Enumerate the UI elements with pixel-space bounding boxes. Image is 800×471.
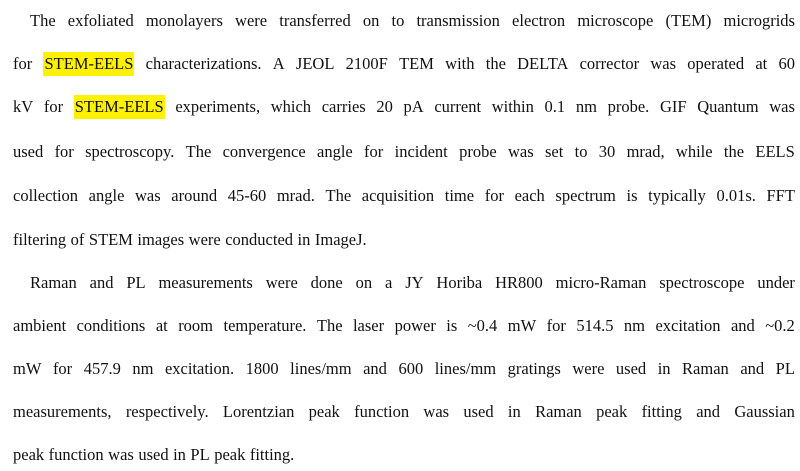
word: acquisition: [361, 186, 435, 205]
word: used: [463, 402, 494, 421]
word: The: [185, 142, 212, 161]
word: filtering: [13, 230, 67, 249]
word: ambient: [13, 316, 67, 335]
word: measurements,: [13, 402, 112, 421]
word: to: [391, 11, 405, 30]
word: A: [272, 54, 285, 73]
word: Raman: [682, 359, 729, 378]
word: mrad.: [276, 186, 315, 205]
word: carries: [321, 97, 366, 116]
word: Gaussian: [734, 402, 795, 421]
word: experiments,: [175, 97, 261, 116]
word: the: [485, 54, 506, 73]
word: 514.5: [576, 316, 614, 335]
word: mrad,: [626, 142, 665, 161]
word: peak: [214, 445, 246, 464]
word: peak: [596, 402, 628, 421]
word: and: [740, 359, 765, 378]
word: angle: [317, 142, 353, 161]
word: used: [138, 445, 169, 464]
word: were: [265, 273, 298, 292]
word: was: [423, 402, 450, 421]
word: ImageJ.: [314, 230, 367, 249]
word: 457.9: [83, 359, 121, 378]
word: time: [444, 186, 475, 205]
word: 2100F: [345, 54, 388, 73]
word: GIF: [659, 97, 687, 116]
word: under: [757, 273, 795, 292]
word: temperature.: [223, 316, 307, 335]
word: electron: [512, 11, 566, 30]
word: Lorentzian: [222, 402, 295, 421]
word: fitting: [641, 402, 682, 421]
word: microscope: [577, 11, 654, 30]
word: 0.1: [544, 97, 566, 116]
word: monolayers: [145, 11, 223, 30]
word: 30: [598, 142, 616, 161]
word: current: [434, 97, 482, 116]
paragraph-1-line-3: [13, 95, 795, 119]
word: 45-60: [227, 186, 267, 205]
word: convergence: [222, 142, 306, 161]
word: images: [137, 230, 185, 249]
word: measurements: [158, 273, 253, 292]
word: at: [155, 316, 168, 335]
word: was: [507, 142, 534, 161]
word: respectively.: [125, 402, 209, 421]
word: for: [52, 359, 73, 378]
word: collection: [13, 186, 79, 205]
word: 600: [398, 359, 424, 378]
word: to: [574, 142, 588, 161]
word: The: [30, 11, 56, 30]
word: JY: [405, 273, 424, 292]
word: Raman: [535, 402, 582, 421]
word: micro-Raman: [555, 273, 647, 292]
word: incident: [394, 142, 448, 161]
word: for: [364, 142, 384, 161]
word: used: [13, 142, 44, 161]
word: mW: [507, 316, 537, 335]
word: in: [173, 445, 186, 464]
word: characterizations.: [145, 54, 262, 73]
word: transmission: [416, 11, 500, 30]
highlighted-term: STEM-EELS: [43, 52, 134, 76]
word: was: [108, 445, 134, 464]
word: was: [650, 54, 677, 73]
paragraph-1-line-1: [30, 9, 795, 33]
paragraph-2-line-1: [30, 271, 795, 295]
word: TEM: [399, 54, 434, 73]
word: excitation.: [164, 359, 235, 378]
word: were: [235, 11, 268, 30]
word: peak: [13, 445, 45, 464]
word: exfoliated: [67, 11, 134, 30]
word: on: [355, 273, 373, 292]
word: for: [54, 142, 74, 161]
word: operated: [687, 54, 745, 73]
word: The: [316, 316, 343, 335]
word: were: [572, 359, 605, 378]
word: power: [394, 316, 436, 335]
word: Horiba: [436, 273, 483, 292]
word: and: [730, 316, 755, 335]
word: in: [297, 230, 311, 249]
word: function: [48, 445, 104, 464]
word: with: [445, 54, 475, 73]
word: set: [544, 142, 564, 161]
word: probe.: [607, 97, 650, 116]
word: spectroscopy.: [85, 142, 175, 161]
word: FFT: [766, 186, 795, 205]
paragraph-1-line-4: [13, 140, 795, 164]
word: ~0.2: [765, 316, 795, 335]
paragraph-2-line-3: [13, 357, 795, 381]
word: PL: [126, 273, 146, 292]
word: each: [514, 186, 545, 205]
word: 1800: [245, 359, 279, 378]
word: were: [188, 230, 221, 249]
word: and: [89, 273, 114, 292]
word: a: [385, 273, 393, 292]
word: was: [135, 186, 161, 205]
word: for: [546, 316, 566, 335]
word: of: [70, 230, 85, 249]
word: and: [696, 402, 721, 421]
word: at: [755, 54, 768, 73]
word: HR800: [495, 273, 543, 292]
word: in: [507, 402, 521, 421]
word: conducted: [225, 230, 294, 249]
word: peak: [308, 402, 340, 421]
word: done: [310, 273, 343, 292]
word: kV: [13, 97, 34, 116]
word: JEOL: [295, 54, 335, 73]
word: lines/mm: [434, 359, 497, 378]
paragraph-1-line-2: [13, 52, 795, 76]
word: used: [615, 359, 647, 378]
word: spectroscope: [659, 273, 745, 292]
word: laser: [352, 316, 385, 335]
word: transferred: [279, 11, 351, 30]
word: which: [270, 97, 312, 116]
word: EELS: [755, 142, 795, 161]
word: in: [657, 359, 671, 378]
word: function: [354, 402, 410, 421]
word: for: [13, 54, 33, 73]
word: gratings: [507, 359, 561, 378]
word: on: [362, 11, 380, 30]
word: pA: [403, 97, 424, 116]
word: 0.01s.: [716, 186, 756, 205]
word: fitting.: [249, 445, 295, 464]
word: probe: [459, 142, 497, 161]
word: excitation: [655, 316, 721, 335]
word: The: [325, 186, 352, 205]
word: 60: [778, 54, 795, 73]
word: around: [171, 186, 218, 205]
word: nm: [623, 316, 645, 335]
word: is: [446, 316, 458, 335]
word: Raman: [30, 273, 77, 292]
word: PL: [775, 359, 795, 378]
word: room: [178, 316, 214, 335]
paragraph-2-line-2: [13, 314, 795, 338]
word: for: [484, 186, 504, 205]
word: nm: [575, 97, 597, 116]
word: 20: [376, 97, 393, 116]
word: lines/mm: [290, 359, 352, 378]
paragraph-2-line-5: [13, 443, 795, 467]
word: mW: [13, 359, 42, 378]
word: the: [723, 142, 745, 161]
word: spectrum: [555, 186, 616, 205]
highlighted-term: STEM-EELS: [74, 95, 165, 119]
word: DELTA: [517, 54, 569, 73]
word: while: [675, 142, 713, 161]
word: corrector: [579, 54, 640, 73]
word: angle: [88, 186, 125, 205]
word: Quantum: [697, 97, 759, 116]
word: for: [43, 97, 64, 116]
word: nm: [132, 359, 154, 378]
word: is: [626, 186, 638, 205]
word: (TEM): [665, 11, 712, 30]
word: PL: [190, 445, 210, 464]
word: conditions: [76, 316, 146, 335]
paragraph-2-line-4: [13, 400, 795, 424]
word: ~0.4: [467, 316, 498, 335]
paragraph-1-line-5: [13, 184, 795, 208]
word: and: [363, 359, 387, 378]
word: STEM: [88, 230, 133, 249]
word: within: [491, 97, 534, 116]
word: typically: [648, 186, 706, 205]
word: was: [769, 97, 795, 116]
paragraph-1-line-6: [13, 228, 795, 252]
word: microgrids: [723, 11, 795, 30]
